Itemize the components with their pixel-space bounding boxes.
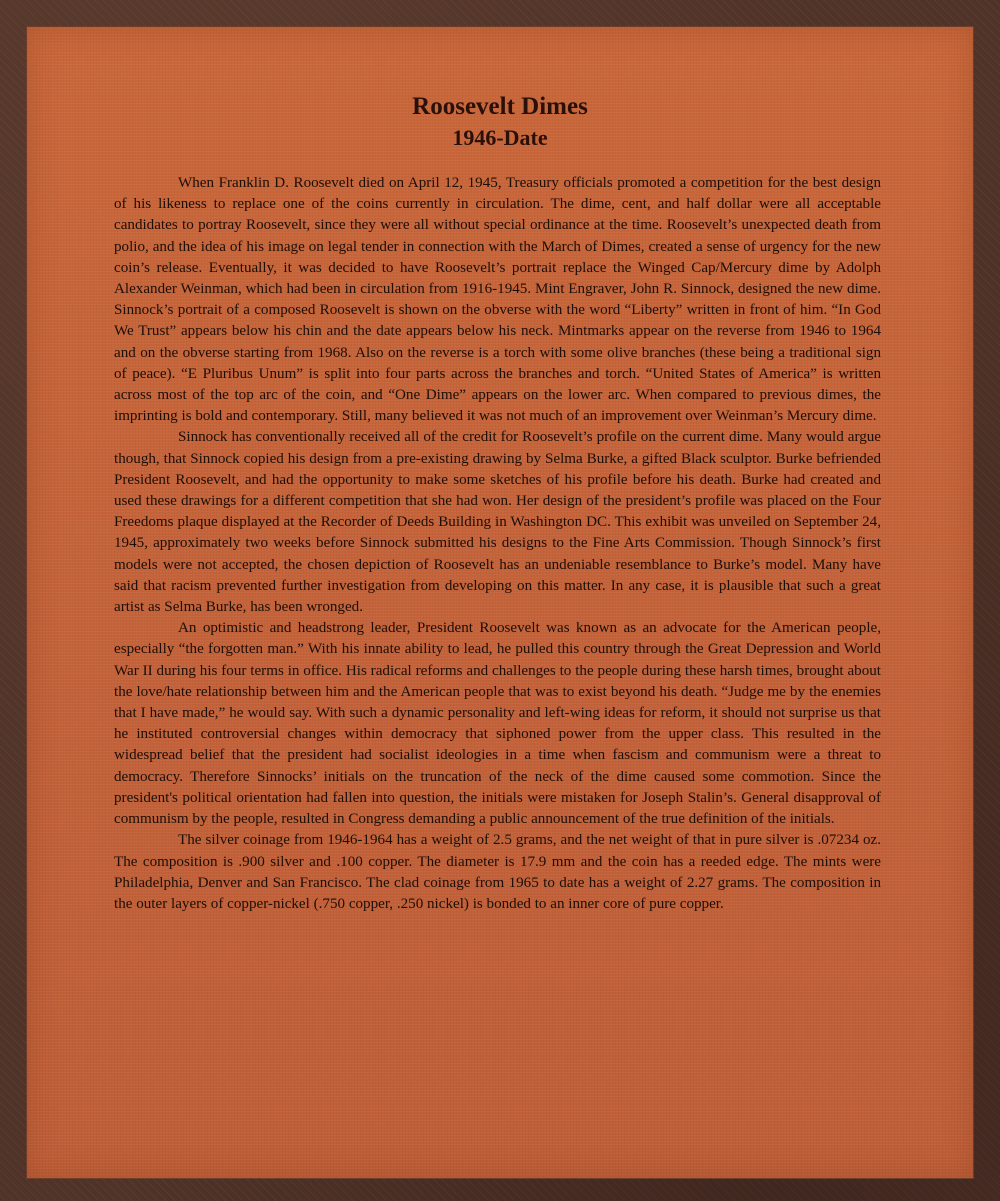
description-panel	[27, 27, 973, 1178]
paragraph-selma-burke: Sinnock has conventionally received all of the credit for Roosevelt’s profile on the current dime. Many would argue though, that Sinnock copied his design from a pre-existing drawing by Selma Burke, a gifted Black sculptor. Burke befriended President Roosevelt, and had the opportunity to make some sketches of his profile before his death. Burke had created and used these drawings for a different competition that she had won. Her design of the president’s profile was placed on the Four Freedoms plaque displayed at the Recorder of Deeds Building in Washington DC. This exhibit was unveiled on September 24, 1945, approximately two weeks before Sinnock submitted his designs to the Fine Arts Commission. Though Sinnock’s first models were not accepted, the chosen depiction of Roosevelt has an undeniable resemblance to Burke’s model. Many have said that racism prevented further investigation from developing on this matter. In any case, it is plausible that such a great artist as Selma Burke, has been wronged.	[114, 429, 881, 616]
paragraph-history: When Franklin D. Roosevelt died on April 12, 1945, Treasury officials promoted a competition for the best design of his likeness to replace one of the coins currently in circulation. The dime, cent, and half dollar were all acceptable candidates to portray Roosevelt, since they were all without special ordinance at the time. Roosevelt’s unexpected death from polio, and the idea of his image on legal tender in connection with the March of Dimes, created a sense of urgency for the new coin’s release. Eventually, it was decided to have Roosevelt’s portrait replace the Winged Cap/Mercury dime by Adolph Alexander Weinman, which had been in circulation from 1916-1945. Mint Engraver, John R. Sinnock, designed the new dime. Sinnock’s portrait of a composed Roosevelt is shown on the obverse with the word “Liberty” written in front of him. “In God We Trust” appears below his chin and the date appears below his neck. Mintmarks appear on the reverse from 1946 to 1964 and on the obverse starting from 1968. Also on the reverse is a torch with some olive branches (these being a traditional sign of peace). “E Pluribus Unum” is split into four parts across the branches and torch. “United States of America” is written across most of the top arc of the coin, and “One Dime” appears on the lower arc. When compared to previous dimes, the imprinting is bold and contemporary. Still, many believed it was not much of an improvement over Weinman’s Mercury dime.	[114, 175, 881, 425]
page-title: Roosevelt Dimes	[412, 93, 588, 120]
page-subtitle: 1946-Date	[452, 125, 548, 150]
paragraph-roosevelt-legacy: An optimistic and headstrong leader, President Roosevelt was known as an advocate for the American people, especially “the forgotten man.” With his innate ability to lead, he pulled this country through the Great Depression and World War II during his four terms in office. His radical reforms and challenges to the people during these harsh times, brought about the love/hate relationship between him and the American people that was to exist beyond his death. “Judge me by the enemies that I have made,” he would say. With such a dynamic personality and left-wing ideas for reform, it should not surprise us that he instituted controversial changes within democracy that siphoned power from the upper class. This resulted in the widespread belief that the president had socialist ideologies in a time when fascism and communism were a threat to democracy. Therefore Sinnocks’ initials on the truncation of the neck of the dime caused some commotion. Since the president's political orientation had fallen into question, the initials were mistaken for Joseph Stalin’s. General disapproval of communism by the people, resulted in Congress demanding a public announcement of the true definition of the initials.	[114, 620, 881, 828]
article-body	[114, 173, 881, 915]
paragraph-specifications: The silver coinage from 1946-1964 has a weight of 2.5 grams, and the net weight of that in pure silver is .07234 oz. The composition is .900 silver and .100 copper. The diameter is 17.9 mm and the coin has a reeded edge. The mints were Philadelphia, Denver and San Francisco. The clad coinage from 1965 to date has a weight of 2.27 grams. The composition in the outer layers of copper-nickel (.750 copper, .250 nickel) is bonded to an inner core of pure copper.	[114, 832, 881, 912]
